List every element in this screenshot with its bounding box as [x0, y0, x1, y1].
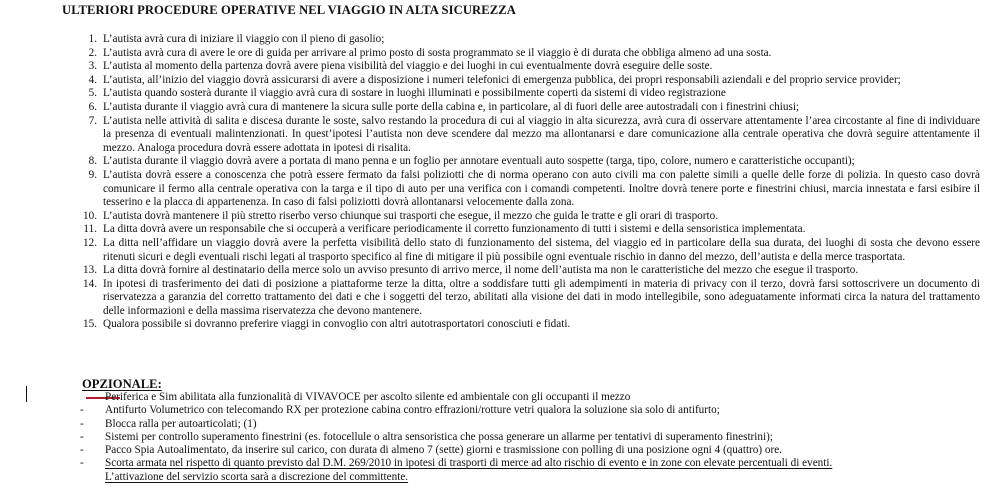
item-text: In ipotesi di trasferimento dei dati di posizione a piattaforme terze la ditta, oltre a soddisfare tutti gli adempimenti in materia di privacy con il terzo, dovrà farsi sottoscrivere un documento di riservatezza a garanzia del corretto trattamento dei dati e che i soggetti del terzo, abilitati alla visione dei dati in modo intellegibile, sono adeguatamente informati circa la natura del trattamento delle informazioni e della massima riservatezza che devono mantenere. [103, 277, 980, 317]
list-item [40, 278, 980, 319]
optional-item [80, 431, 940, 444]
item-number: 6. [88, 100, 97, 113]
bullet-dash: - [80, 430, 84, 443]
item-text: L’autista dovrà mantenere il più stretto riserbo verso chiunque sui trasporti che esegue, il mezzo che guida le tratte e gli orari di trasporto. [103, 209, 719, 222]
optional-item-text: Blocca ralla per autoarticolati; (1) [105, 417, 257, 430]
optional-item-text: Sistemi per controllo superamento finestrini (es. fotocellule o altra sensoristica che possa generare un allarme per tentativi di superamento finestrini); [105, 430, 773, 443]
item-number: 14. [83, 277, 97, 290]
list-item [40, 210, 980, 224]
list-item [40, 74, 980, 88]
list-item [40, 169, 980, 210]
list-item [40, 155, 980, 169]
list-item [40, 318, 980, 332]
list-item [40, 264, 980, 278]
item-text: La ditta dovrà avere un responsabile che si occuperà a verificare periodicamente il corretto funzionamento di tutti i sistemi e della sensoristica implementata. [103, 223, 806, 236]
item-text: La ditta nell’affidare un viaggio dovrà avere la perfetta visibilità dello stato di funzionamento del sistema, del viaggio ed in particolare della sua durata, dei luoghi di sosta che devono essere ritenuti sicuri e degli eventuali rischi legati al trasporto specifico al fine di mitigare il più possibile ogni eventuale rischio in danno del mezzo, dell’autista e della merce trasportata. [103, 236, 980, 263]
list-item [40, 47, 980, 61]
item-text: L’autista avrà cura di iniziare il viaggio con il pieno di gasolio; [103, 33, 385, 45]
bullet-dash: - [80, 457, 84, 470]
item-text: L’autista nelle attività di salita e discesa durante le soste, salvo restando la procedura di cui al viaggio in alta sicurezza, avrà cura di osservare attentamente l’area circostante al fine di individuare la presenza di eventuali malintenzionati. In quest’ipotesi l’autista non deve scendere dal mezzo ma allontanarsi e dare comunicazione alla centrale operativa che dovrà seguire attentamente il mezzo. Analoga procedura dovrà essere adottata in ipotesi di risalita. [103, 114, 980, 154]
list-item [40, 115, 980, 156]
item-text: La ditta dovrà fornire al destinatario della merce solo un avviso presunto di arrivo merce, il nome dell’autista ma non le caratteristiche del mezzo che esegue il trasporto. [103, 264, 859, 277]
item-number: 9. [88, 168, 97, 181]
optional-item [80, 444, 940, 457]
item-text: Qualora possibile si dovranno preferire viaggi in convoglio con altri autotrasportatori conosciuti e fidati. [103, 318, 571, 331]
list-item [40, 223, 980, 237]
item-text: L’autista al momento della partenza dovrà avere piena visibilità del viaggio e dei luoghi in cui eventualmente dovrà eseguire delle soste. [103, 60, 713, 73]
document-title: ULTERIORI PROCEDURE OPERATIVE NEL VIAGGIO IN ALTA SICUREZZA [62, 3, 516, 17]
bullet-dash: - [80, 444, 84, 457]
list-item [40, 60, 980, 74]
bullet-dash: - [80, 404, 84, 417]
item-number: 10. [83, 209, 97, 222]
item-text: L’autista avrà cura di avere le ore di guida per arrivare al primo posto di sosta programmato se il viaggio è di durata che obbliga almeno ad una sosta. [103, 46, 772, 59]
item-number: 3. [88, 60, 97, 73]
item-number: 7. [88, 114, 97, 127]
item-number: 5. [88, 87, 97, 100]
item-number: 13. [83, 264, 97, 277]
optional-item-text: Periferica e Sim abilitata alla funzionalità di VIVAVOCE per ascolto silente ed ambientale con gli occupanti il mezzo [105, 391, 631, 403]
item-text: L’autista quando sosterà durante il viaggio avrà cura di sostare in luoghi illuminati e possibilmente coperti da sistemi di video registrazione [103, 87, 726, 100]
list-item [40, 33, 980, 47]
optional-item [80, 404, 940, 417]
item-number: 2. [88, 46, 97, 59]
item-number: 12. [83, 236, 97, 249]
item-text: L’autista, all’inizio del viaggio dovrà assicurarsi di avere a disposizione i numeri telefonici di emergenza pubblica, dei propri responsabili aziendali e del proprio service provider; [103, 73, 901, 86]
item-number: 4. [88, 73, 97, 86]
bullet-dash: - [80, 417, 84, 430]
item-text: L’autista dovrà essere a conoscenza che potrà essere fermato da falsi poliziotti che di norma operano con auto civili ma con palette simili a quelle delle forze di polizia. In questo caso dovrà comunicare il fermo alla centrale operativa con la targa e il tipo di auto per una verifica con i comandi competenti. Inoltre dovrà tenere porte e finestrini chiusi, marcia innestata e farsi esibire il tesserino e la placca di appartenenza. In caso di falsi poliziotti dovrà allontanarsi velocemente dalla zona. [103, 168, 980, 209]
optional-item-text: Scorta armata nel rispetto di quanto previsto dal D.M. 269/2010 in ipotesi di trasporti di merce ad alto rischio di evento e in zone con elevate percentuali di eventi. [105, 457, 833, 470]
optional-item [80, 418, 940, 431]
item-number: 8. [88, 155, 97, 168]
list-item [40, 101, 980, 115]
optional-section-title: OPZIONALE: [82, 377, 162, 391]
item-number: 15. [83, 318, 97, 331]
optional-item-text: Pacco Spia Autoalimentato, da inserire sul carico, con durata di almeno 7 (sette) giorni e trasmissione con polling di una posizione ogni 4 (quattro) ore. [105, 444, 782, 457]
procedures-list [40, 33, 980, 332]
list-item [40, 237, 980, 264]
item-text: L’autista durante il viaggio dovrà avere a portata di mano penna e un foglio per annotare eventuali auto sospette (targa, tipo, colore, numero e caratteristiche occupanti); [103, 155, 855, 168]
item-number: 11. [83, 223, 97, 236]
optional-list [80, 391, 940, 471]
list-item [40, 87, 980, 101]
text-cursor [26, 386, 27, 402]
escort-activation-note: L’attivazione del servizio scorta sarà a discrezione del committente. [105, 471, 409, 483]
optional-item [80, 391, 940, 404]
optional-item-text: Antifurto Volumetrico con telecomando RX per protezione cabina contro effrazioni/rotture vetri qualora la soluzione sia solo di antifurto; [105, 404, 720, 417]
item-number: 1. [88, 33, 97, 45]
item-text: L’autista durante il viaggio avrà cura di mantenere la sicura sulle porte della cabina e, in particolare, al di fuori delle aree autostradali con i finestrini chiusi; [103, 100, 800, 113]
optional-item [80, 457, 940, 470]
